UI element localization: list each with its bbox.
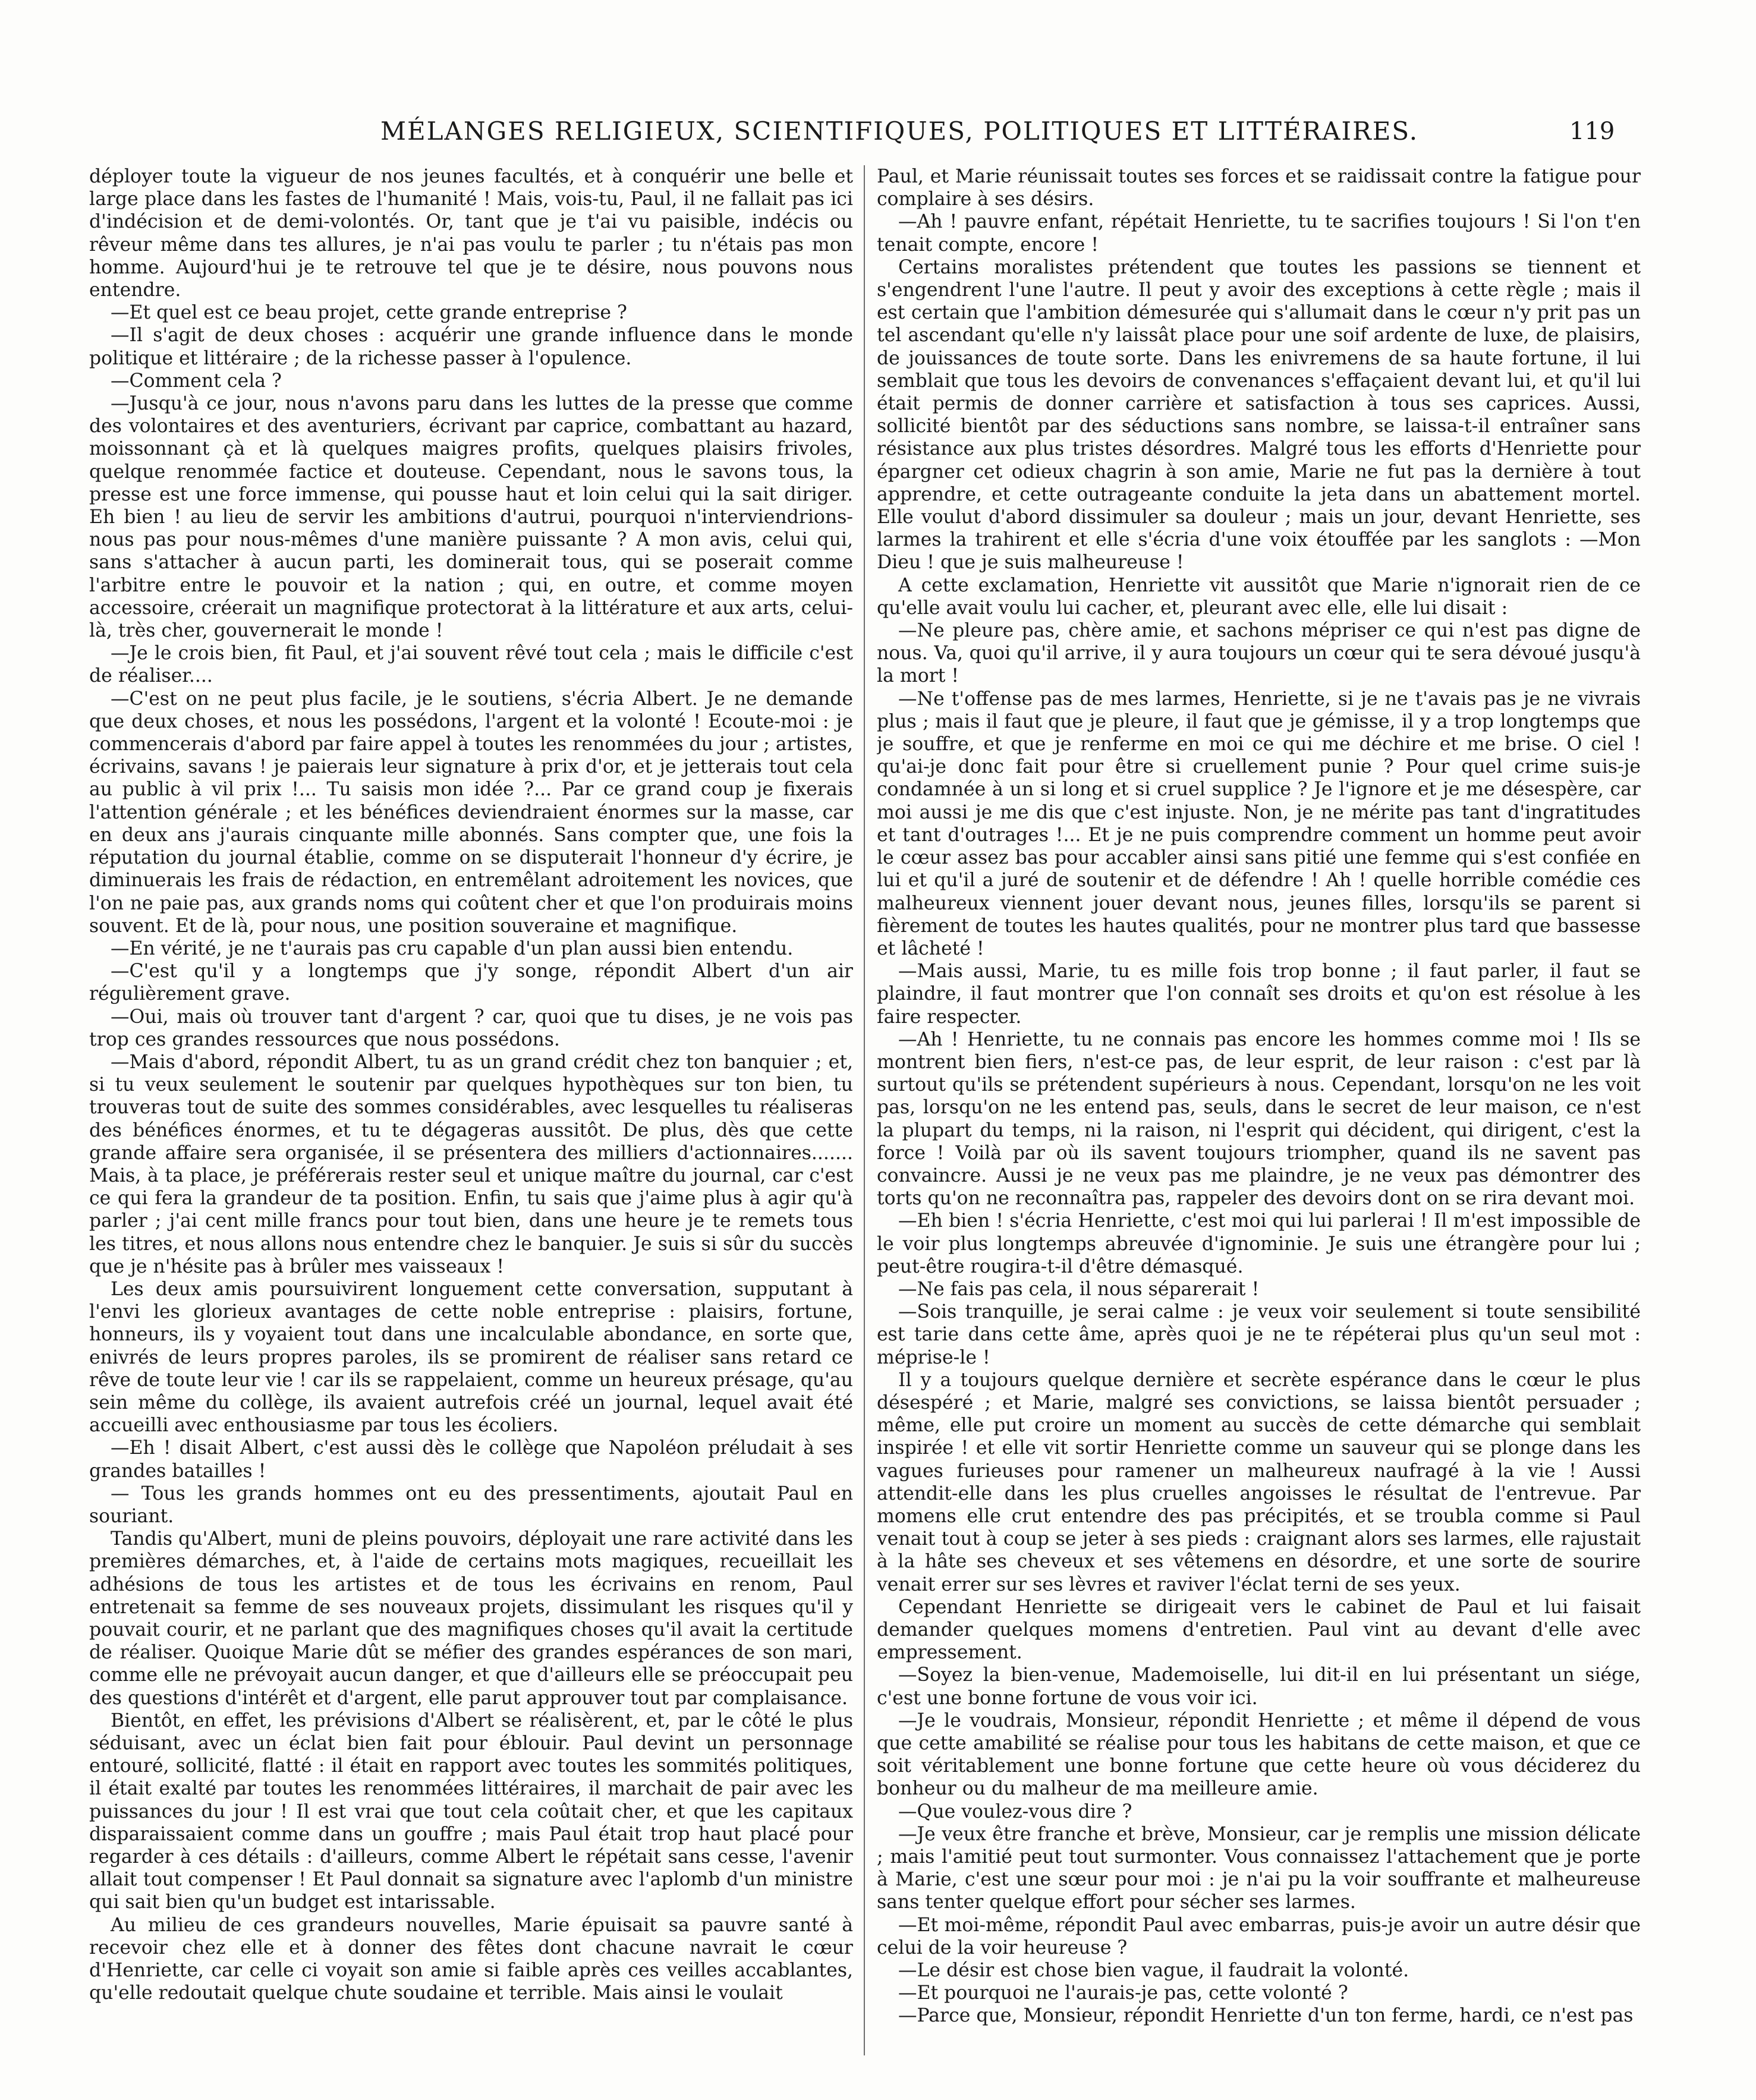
paragraph: —Et moi-même, répondit Paul avec embarras, puis-je avoir un autre désir que celui de la voir heureuse ? bbox=[877, 1914, 1641, 1959]
paragraph: Il y a toujours quelque dernière et secrète espérance dans le cœur le plus désespéré ; et Marie, malgré ses convictions, se laissa bientôt persuader ; même, elle put croire un moment au succès de cette démarche qui semblait inspirée ! et elle vit sortir Henriette comme un sauveur qui se plonge dans les vagues furieuses pour ramener un malheureux naufragé à la vie ! Aussi attendit-elle dans les plus cruelles angoisses le résultat de l'entrevue. Par momens elle crut entendre des pas précipités, et se troubla comme si Paul venait tout à coup se jeter à ses pieds : craignant alors ses larmes, elle rajustait à la hâte ses cheveux et ses vêtemens en désordre, et une sorte de sourire venait errer sur ses lèvres et raviver l'éclat terni de ses yeux. bbox=[877, 1369, 1641, 1595]
running-header bbox=[0, 117, 1756, 158]
paragraph: —Le désir est chose bien vague, il faudrait la volonté. bbox=[898, 1960, 1409, 1982]
paragraph: —Oui, mais où trouver tant d'argent ? car, quoi que tu dises, je ne vois pas trop ces grandes ressources que nous possédons. bbox=[89, 1006, 853, 1050]
paragraph: —Comment cela ? bbox=[111, 370, 282, 392]
paragraph: Paul, et Marie réunissait toutes ses forces et se raidissait contre la fatigue pour complaire à ses désirs. bbox=[877, 166, 1641, 210]
paragraph: —Soyez la bien-venue, Mademoiselle, lui dit-il en lui présentant un siége, c'est une bonne fortune de vous voir ici. bbox=[877, 1664, 1641, 1709]
paragraph: —Et quel est ce beau projet, cette grande entreprise ? bbox=[111, 302, 627, 324]
paragraph: —Je veux être franche et brève, Monsieur, car je remplis une mission délicate ; mais l'amitié peut tout surmonter. Vous connaissez l'attachement que je porte à Marie, c'est une sœur pour moi : je n'ai pu la voir souffrante et malheureuse sans tenter quelque effort pour sécher ses larmes. bbox=[877, 1823, 1641, 1913]
paragraph: —Que voulez-vous dire ? bbox=[898, 1800, 1132, 1822]
paragraph: A cette exclamation, Henriette vit aussitôt que Marie n'ignorait rien de ce qu'elle avait voulu lui cacher, et, pleurant avec elle, elle lui disait : bbox=[877, 574, 1641, 619]
text-columns bbox=[89, 165, 1641, 2061]
paragraph: —Ne pleure pas, chère amie, et sachons mépriser ce qui n'est pas digne de nous. Va, quoi qu'il arrive, il y aura toujours un cœur qui te sera dévoué jusqu'à la mort ! bbox=[877, 620, 1641, 687]
paragraph: Au milieu de ces grandeurs nouvelles, Marie épuisait sa pauvre santé à recevoir chez elle et à donner des fêtes dont chacune navrait le cœur d'Henriette, car celle ci voyait son amie si faible après ces veilles accablantes, qu'elle redoutait quelque chute soudaine et terrible. Mais ainsi le voulait bbox=[89, 1914, 853, 2004]
paragraph: —C'est qu'il y a longtemps que j'y songe, répondit Albert d'un air régulièrement grave. bbox=[89, 961, 853, 1005]
paragraph: —C'est on ne peut plus facile, je le soutiens, s'écria Albert. Je ne demande que deux choses, et nous les possédons, l'argent et la volonté ! Ecoute-moi : je commencerais d'abord par faire appel à toutes les renommées du jour ; artistes, écrivains, savans ! je paierais leur signature à prix d'or, et je jetterais tout cela au public à vil prix !... Tu saisis mon idée ?... Par ce grand coup je fixerais l'attention générale ; et les bénéfices deviendraient énormes sur la masse, car en deux ans j'aurais cinquante mille abonnés. Sans compter que, une fois la réputation du journal établie, comme on se disputerait l'honneur d'y écrire, je diminuerais les frais de rédaction, en entremêlant adroitement les novices, que l'on ne paie pas, aux grands noms qui coûtent cher et que l'on produirais moins souvent. Et de là, pour nous, une position souveraine et magnifique. bbox=[89, 688, 853, 937]
paragraph: —Ah ! pauvre enfant, répétait Henriette, tu te sacrifies toujours ! Si l'on t'en tenait compte, encore ! bbox=[877, 211, 1641, 256]
paragraph: Cependant Henriette se dirigeait vers le cabinet de Paul et lui faisait demander quelques momens d'entretien. Paul vint au devant d'elle avec empressement. bbox=[877, 1596, 1641, 1664]
running-title: MÉLANGES RELIGIEUX, SCIENTIFIQUES, POLITIQUES ET LITTÉRAIRES. bbox=[380, 117, 1419, 146]
paragraph: —Ne fais pas cela, il nous séparerait ! bbox=[898, 1278, 1260, 1300]
paragraph: —Eh bien ! s'écria Henriette, c'est moi qui lui parlerai ! Il m'est impossible de le voir plus longtemps abreuvée d'ignominie. Je suis une étrangère pour lui ; peut-être rougira-t-il d'être démasqué. bbox=[877, 1210, 1641, 1277]
paragraph: —Parce que, Monsieur, répondit Henriette d'un ton ferme, hardi, ce n'est pas bbox=[898, 2005, 1634, 2027]
paragraph: Bientôt, en effet, les prévisions d'Albert se réalisèrent, et, par le côté le plus séduisant, avec un éclat bien fait pour éblouir. Paul devint un personnage entouré, sollicité, flatté : il était en rapport avec toutes les sommités politiques, il était exalté par toutes les renommées littéraires, il marchait de pair avec les puissances du jour ! Il est vrai que tout cela coûtait cher, et que les capitaux disparaissaient comme dans un gouffre ; mais Paul était trop haut placé pour regarder à ces détails : d'ailleurs, comme Albert le répétait sans cesse, l'avenir allait tout compenser ! Et Paul donnait sa signature avec l'aplomb d'un ministre qui sait bien qu'un budget est intarissable. bbox=[89, 1709, 853, 1913]
right-column bbox=[877, 165, 1641, 2061]
paragraph: —Il s'agit de deux choses : acquérir une grande influence dans le monde politique et littéraire ; de la richesse passer à l'opulence. bbox=[89, 325, 853, 369]
paragraph: —Jusqu'à ce jour, nous n'avons paru dans les luttes de la presse que comme des volontaires et des aventuriers, écrivant par caprice, combattant au hazard, moissonnant çà et là quelques maigres profits, quelques plaisirs frivoles, quelque renommée factice et douteuse. Cependant, nous le savons tous, la presse est une force immense, qui pousse haut et loin celui qui la sait diriger. Eh bien ! au lieu de servir les ambitions d'autrui, pourquoi n'interviendrions-nous pas pour nous-mêmes d'une manière puissante ? A mon avis, celui qui, sans s'attacher à aucun parti, les dominerait tous, qui se poserait comme l'arbitre entre le pouvoir et la nation ; qui, en outre, et comme moyen accessoire, créerait un magnifique protectorat à la littérature et aux arts, celui-là, très cher, gouvernerait le monde ! bbox=[89, 393, 853, 642]
left-column bbox=[89, 165, 853, 2061]
paragraph: —Eh ! disait Albert, c'est aussi dès le collège que Napoléon préludait à ses grandes batailles ! bbox=[89, 1437, 853, 1482]
paragraph: —Ne t'offense pas de mes larmes, Henriette, si je ne t'avais pas je ne vivrais plus ; mais il faut que je pleure, il faut que je gémisse, il y a trop longtemps que je souffre, et que je renferme en moi ce qui me déchire et me brise. O ciel ! qu'ai-je donc fait pour être si cruellement punie ? Pour quel crime suis-je condamnée à un si long et si cruel supplice ? Je l'ignore et je me désespère, car moi aussi je me dis que c'est injuste. Non, je ne mérite pas tant d'ingratitudes et tant d'outrages !... Et je ne puis comprendre comment un homme peut avoir le cœur assez bas pour accabler ainsi sans pitié une femme qui s'est confiée en lui et qu'il a juré de soutenir et de défendre ! Ah ! quelle horrible comédie ces malheureux viennent jouer devant nous, jeunes filles, lorsqu'ils se parent si fièrement de toutes les hautes qualités, pour ne montrer plus tard que bassesse et lâcheté ! bbox=[877, 688, 1641, 959]
paragraph: Certains moralistes prétendent que toutes les passions se tiennent et s'engendrent l'une l'autre. Il peut y avoir des exceptions à cette règle ; mais il est certain que l'ambition démesurée qui s'allumait dans le cœur n'y prit pas un tel ascendant qu'elle n'y laissât place pour une soif ardente de luxe, de plaisirs, de jouissances de toute sorte. Dans les enivremens de sa haute fortune, il lui semblait que tous les devoirs de convenances s'effaçaient devant lui, et qu'il lui était permis de donner carrière et satisfaction à tous ses caprices. Aussi, sollicité bientôt par des séductions sans nombre, se laissa-t-il entraîner sans résistance aux plus tristes désordres. Malgré tous les efforts d'Henriette pour épargner cet odieux chagrin à son amie, Marie ne fut pas la dernière à tout apprendre, et cette outrageante conduite la jeta dans un abattement mortel. Elle voulut d'abord dissimuler sa douleur ; mais un jour, devant Henriette, ses larmes la trahirent et elle s'écria d'une voix étouffée par les sanglots : —Mon Dieu ! que je suis malheureuse ! bbox=[877, 256, 1641, 574]
column-divider bbox=[864, 165, 865, 2055]
paragraph: —Je le voudrais, Monsieur, répondit Henriette ; et même il dépend de vous que cette amabilité se réalise pour tous les habitans de cette maison, et que ce soit véritablement une bonne fortune que cette heure où vous déciderez du bonheur ou du malheur de ma meilleure amie. bbox=[877, 1709, 1641, 1800]
paragraph: —En vérité, je ne t'aurais pas cru capable d'un plan aussi bien entendu. bbox=[111, 937, 794, 959]
paragraph: —Sois tranquille, je serai calme : je veux voir seulement si toute sensibilité est tarie dans cette âme, après quoi je ne te répéterai plus qu'un seul mot : méprise-le ! bbox=[877, 1301, 1641, 1368]
paragraph: —Et pourquoi ne l'aurais-je pas, cette volonté ? bbox=[898, 1982, 1348, 2004]
paragraph: —Mais d'abord, répondit Albert, tu as un grand crédit chez ton banquier ; et, si tu veux seulement le soutenir par quelques hypothèques sur ton bien, tu trouveras tout de suite des sommes considérables, avec lesquelles tu réaliseras des bénéfices énormes, et tu te dégageras aussitôt. De plus, dès que cette grande affaire sera organisée, il se présentera des milliers d'actionnaires....... Mais, à ta place, je préférerais rester seul et unique maître du journal, car c'est ce qui fera la grandeur de ta position. Enfin, tu sais que j'aime plus à agir qu'à parler ; j'ai cent mille francs pour tout bien, dans une heure je te remets tous les titres, et nous allons nous entendre chez le banquier. Je suis si sûr du succès que je n'hésite pas à brûler mes vaisseaux ! bbox=[89, 1051, 853, 1277]
paragraph: —Ah ! Henriette, tu ne connais pas encore les hommes comme moi ! Ils se montrent bien fiers, n'est-ce pas, de leur esprit, de leur raison : c'est par là surtout qu'ils se prétendent supérieurs à nous. Cependant, lorsqu'on ne les voit pas, lorsqu'on ne les entend pas, seuls, dans le secret de leur maison, ce n'est la plupart du temps, ni la raison, ni l'esprit qui décident, qui dirigent, c'est la force ! Voilà par où ils savent toujours triompher, quand ils ne savent pas convaincre. Aussi je ne veux pas me plaindre, je ne veux pas démontrer des torts qu'on ne reconnaîtra pas, rappeler des devoirs dont on se rira devant moi. bbox=[877, 1028, 1641, 1210]
paragraph: —Je le crois bien, fit Paul, et j'ai souvent rêvé tout cela ; mais le difficile c'est de réaliser.... bbox=[89, 643, 853, 687]
paragraph: Tandis qu'Albert, muni de pleins pouvoirs, déployait une rare activité dans les premières démarches, et, à l'aide de certains mots magiques, recueillait les adhésions de tous les artistes et de tous les écrivains en renom, Paul entretenait sa femme de ses nouveaux projets, dissimulant les risques qu'il y pouvait courir, et ne parlant que des magnifiques choses qu'il avait la certitude de réaliser. Quoique Marie dût se méfier des grandes espérances de son mari, comme elle ne prévoyait aucun danger, et que d'ailleurs elle se préoccupait peu des questions d'intérêt et d'argent, elle parut approuver tout par complaisance. bbox=[89, 1528, 853, 1709]
page-number: 119 bbox=[1569, 118, 1615, 145]
paragraph: —Mais aussi, Marie, tu es mille fois trop bonne ; il faut parler, il faut se plaindre, il faut montrer que l'on connaît ses droits et qu'on est résolue à les faire respecter. bbox=[877, 961, 1641, 1028]
paragraph: — Tous les grands hommes ont eu des pressentiments, ajoutait Paul en souriant. bbox=[89, 1482, 853, 1527]
paragraph: déployer toute la vigueur de nos jeunes facultés, et à conquérir une belle et large place dans les fastes de l'humanité ! Mais, vois-tu, Paul, il ne fallait pas ici d'indécision et de demi-volontés. Or, tant que je t'ai vu paisible, indécis ou rêveur même dans tes allures, je n'ai pas voulu te parler ; tu n'étais pas mon homme. Aujourd'hui je te retrouve tel que je te désire, nous pouvons nous entendre. bbox=[89, 166, 853, 301]
paragraph: Les deux amis poursuivirent longuement cette conversation, supputant à l'envi les glorieux avantages de cette noble entreprise : plaisirs, fortune, honneurs, ils y voyaient tout dans une incalculable abondance, en sorte que, enivrés de leurs propres paroles, ils se promirent de réaliser sans retard ce rêve de toute leur vie ! car ils se rappelaient, comme un heureux présage, qu'au sein même du collège, ils avaient autrefois créé un journal, lequel avait été accueilli avec enthousiasme par tous les écoliers. bbox=[89, 1278, 853, 1437]
